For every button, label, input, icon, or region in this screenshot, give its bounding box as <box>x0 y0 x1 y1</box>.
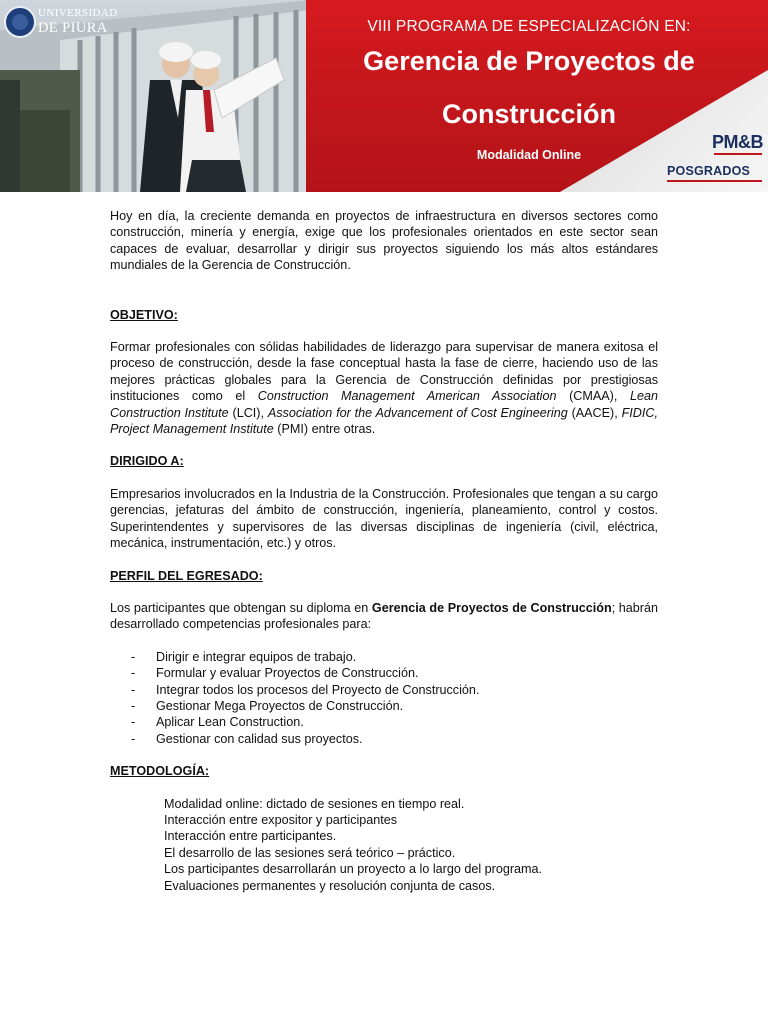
list-item-text: Gestionar con calidad sus proyectos. <box>156 731 363 746</box>
posgrados-logo-underline <box>667 180 762 182</box>
bullet-dash: - <box>131 666 136 681</box>
bullet-dash: - <box>131 715 136 730</box>
perfil-paragraph <box>110 600 658 633</box>
list-item <box>110 682 658 698</box>
program-title-line1: Gerencia de Proyectos de <box>363 46 695 76</box>
dirigido-heading: DIRIGIDO A: <box>110 454 184 469</box>
list-item: Modalidad online: dictado de sesiones en tiempo real. <box>164 796 465 811</box>
inst-cmaa: Construction Management American Association <box>257 389 557 404</box>
list-item <box>110 698 658 714</box>
dirigido-paragraph: Empresarios involucrados en la Industria de la Construcción. Profesionales que tengan a su cargo gerencias, jefaturas del ámbito de construcción, ingeniería, planeamiento, control y costos. Superintendentes y supervisores de las diversas disciplinas de ingeniería (civil, eléctrica, mecánica, instrumentación, etc.) y otros. <box>110 486 658 551</box>
list-item-text: Gestionar Mega Proyectos de Construcción. <box>156 698 404 713</box>
logo-line1: UNIVERSIDAD <box>38 7 118 19</box>
list-item-text: Formular y evaluar Proyectos de Construcción. <box>156 666 419 681</box>
list-item <box>110 665 658 681</box>
header-banner <box>0 0 768 192</box>
perfil-text-2: ; habrán desarrollado competencias profesionales para: <box>110 600 659 632</box>
list-item-text: Integrar todos los procesos del Proyecto de Construcción. <box>156 682 480 697</box>
pmb-logo: PM&B <box>712 132 763 152</box>
list-item <box>110 649 658 665</box>
intro-paragraph: Hoy en día, la creciente demanda en proyectos de infraestructura en diversos sectores como construcción, minería y energía, exige que los profesionales orientados en este sector sean capaces de evaluar, desarrollar y dirigir sus proyectos siguiendo los más altos estándares mundiales de la Gerencia de Construcción. <box>110 209 658 273</box>
list-item: Los participantes desarrollarán un proyecto a lo largo del programa. <box>164 862 543 877</box>
objetivo-text-4: (AACE), <box>567 405 622 420</box>
program-title-line2: Construcción <box>441 99 616 129</box>
objetivo-text-2: (CMAA), <box>556 389 630 404</box>
university-logo <box>4 4 116 42</box>
list-item: Interacción entre participantes. <box>164 829 337 844</box>
perfil-heading: PERFIL DEL EGRESADO: <box>110 568 263 583</box>
bullet-dash: - <box>131 698 136 713</box>
list-item <box>110 731 658 747</box>
list-item <box>110 714 658 730</box>
list-item-text: Dirigir e integrar equipos de trabajo. <box>156 649 357 664</box>
inst-fidic-pmi: FIDIC, Project Management Institute <box>110 405 658 437</box>
objetivo-paragraph <box>110 339 658 437</box>
inst-lci: Lean Construction Institute <box>110 389 658 420</box>
modality-label: Modalidad Online <box>476 148 582 162</box>
perfil-text-1: Los participantes que obtengan su diploma en <box>110 600 372 615</box>
metodologia-heading: METODOLOGÍA: <box>110 764 210 779</box>
metodologia-list <box>164 796 658 894</box>
objetivo-text-1: Formar profesionales con sólidas habilidades de liderazgo para supervisar de manera exitosa el proceso de construcción, desde la fase conceptual hasta la fase de cierre, haciendo uso de las mejores prácticas globales para la Gerencia de Construcción definidas por prestigiosas instituciones como el <box>110 340 658 404</box>
list-item: El desarrollo de las sesiones será teórico – práctico. <box>164 845 456 860</box>
objetivo-text-3: (LCI), <box>228 405 268 420</box>
list-item-text: Aplicar Lean Construction. <box>156 715 304 730</box>
posgrados-logo: POSGRADOS <box>667 164 751 178</box>
bullet-dash: - <box>131 649 136 664</box>
perfil-program-name: Gerencia de Proyectos de Construcción <box>371 600 612 615</box>
inst-aace: Association for the Advancement of Cost Engineering <box>267 405 568 420</box>
logo-line2: DE PIURA <box>38 20 108 36</box>
bullet-dash: - <box>131 682 136 697</box>
list-item: Evaluaciones permanentes y resolución conjunta de casos. <box>164 878 496 893</box>
pmb-logo-underline <box>714 153 762 155</box>
objetivo-heading: OBJETIVO: <box>110 307 178 322</box>
competencias-list <box>110 649 658 747</box>
program-subtitle: VIII PROGRAMA DE ESPECIALIZACIÓN EN: <box>367 18 691 35</box>
list-item: Interacción entre expositor y participantes <box>164 812 398 827</box>
bullet-dash: - <box>131 731 136 746</box>
objetivo-text-5: (PMI) entre otras. <box>273 422 376 437</box>
document-body <box>110 208 658 894</box>
